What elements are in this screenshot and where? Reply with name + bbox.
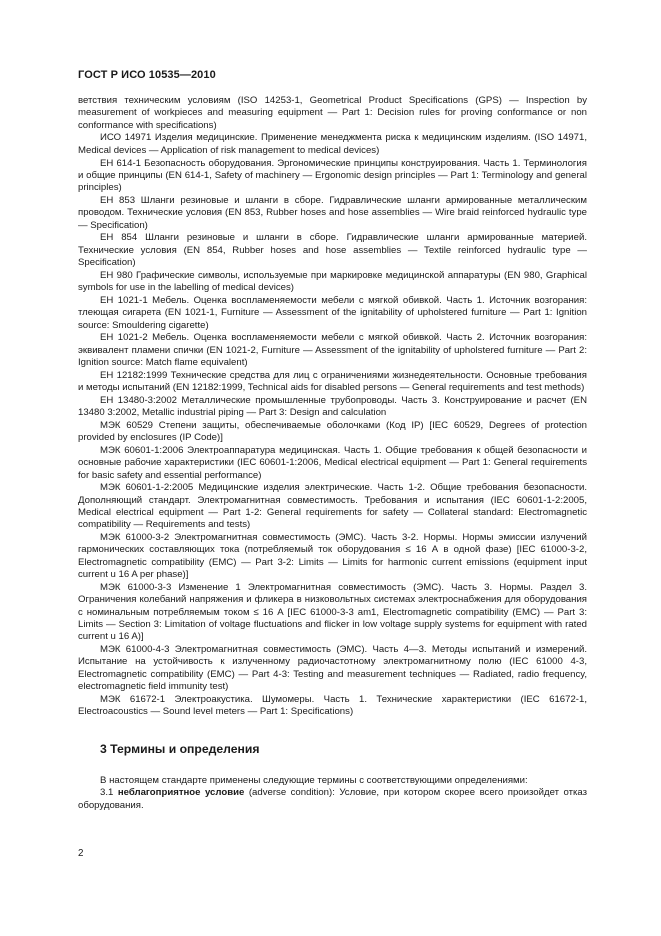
reference-paragraph: МЭК 61000-3-3 Изменение 1 Электромагнитная совместимость (ЭМС). Часть 3. Нормы. Раздел 3. Ограничения колебаний напряжения и фликера в низковольтных системах электроснабжения для оборудования с номинальным потребляемым током ≤ 16 А [IEC 61000-3-3 am1, Electromagnetic compatibility (EMC) — Part 3: Limits — Section 3: Limitation of voltage fluctuations and flicker in low voltage supply systems for equipment with rated current u 16 A)] bbox=[78, 581, 587, 643]
reference-paragraph: ЕН 854 Шланги резиновые и шланги в сборе. Гидравлические шланги армированные материей. Технические условия (EN 854, Rubber hoses and hose assemblies — Textile reinforced hydraulic type — Specification) bbox=[78, 232, 587, 269]
reference-paragraph: ЕН 12182:1999 Технические средства для лиц с ограничениями жизнедеятельности. Основные требования и методы испытаний (EN 12182:1999, Technical aids for disabled persons — General requirements and test methods) bbox=[78, 369, 587, 394]
definitions-intro: В настоящем стандарте применены следующие термины с соответствующими определениями: bbox=[100, 775, 528, 786]
document-header: ГОСТ Р ИСО 10535—2010 bbox=[78, 69, 216, 81]
normative-references bbox=[78, 95, 587, 719]
reference-paragraph: ЕН 1021-2 Мебель. Оценка воспламеняемости мебели с мягкой обивкой. Часть 2. Источник возгорания: эквивалент пламени спички (EN 1021-2, Furniture — Assessment of the ignitability of upholstered furniture — Part 2: Ignition source: Match flame equivalent) bbox=[78, 332, 587, 368]
reference-paragraph: МЭК 60601-1:2006 Электроаппаратура медицинская. Часть 1. Общие требования к общей безопасности и основные рабочие характеристики (IEC 60601-1:2006, Medical electrical equipment — Part 1: General requirements for basic safety and essential performance) bbox=[78, 444, 587, 481]
reference-paragraph: ЕН 614-1 Безопасность оборудования. Эргономические принципы конструирования. Часть 1. Терминология и общие принципы (EN 614-1, Safety of machinery — Ergonomic design principles — Part 1: Terminology and general principles) bbox=[78, 157, 587, 194]
definition-number: 3.1 bbox=[100, 787, 114, 799]
reference-paragraph: ЕН 13480-3:2002 Металлические промышленные трубопроводы. Часть 3. Конструирование и расчет (EN 13480 3:2002, Metallic industrial piping — Part 3: Design and calculation bbox=[78, 394, 587, 419]
page-number: 2 bbox=[78, 848, 84, 859]
reference-paragraph: ЕН 980 Графические символы, используемые при маркировке медицинской аппаратуры (EN 980, Graphical symbols for use in the labelling of medical devices) bbox=[78, 269, 587, 294]
reference-paragraph: МЭК 60601-1-2:2005 Медицинские изделия электрические. Часть 1-2. Общие требования безопасности. Дополняющий стандарт. Электромагнитная совместимость. Требования и испытания (IEC 60601-1-2:2005, Medical electrical equipment — Part 1-2: General requirements for safety — Collateral standard: Electromagnetic compatibility — Requirements and tests) bbox=[78, 482, 587, 531]
definition-term: неблагоприятное условие bbox=[117, 787, 245, 799]
reference-paragraph: ЕН 853 Шланги резиновые и шланги в сборе. Гидравлические шланги армированные металлическим проводом. Технические условия (EN 853, Rubber hoses and hose assemblies — Wire braid reinforced hydraulic type — Specification) bbox=[78, 194, 587, 231]
reference-paragraph: МЭК 61000-3-2 Электромагнитная совместимость (ЭМС). Часть 3-2. Нормы. Нормы эмиссии излучений гармонических составляющих тока (потребляемый ток оборудования ≤ 16 А в одной фазе) [IEC 61000-3-2, Electromagnetic compatibility (EMC) — Part 3-2: Limits — Limits for harmonic current emissions (equipment input current u 16 A per phase)] bbox=[78, 532, 587, 581]
definition-item bbox=[78, 787, 587, 812]
reference-paragraph: ЕН 1021-1 Мебель. Оценка воспламеняемости мебели с мягкой обивкой. Часть 1. Источник возгорания: тлеющая сигарета (EN 1021-1, Furniture — Assessment of the ignitability of upholstered furniture — Part 1: Ignition source: Smouldering cigarette) bbox=[78, 294, 587, 331]
reference-paragraph: МЭК 61000-4-3 Электромагнитная совместимость (ЭМС). Часть 4—3. Методы испытаний и измерений. Испытание на устойчивость к излученному радиочастотному электромагнитному полю (IEC 61000 4-3, Electromagnetic compatibility (EMC) — Part 4-3: Testing and measurement techniques — Radiated, radio frequency, electromagnetic field immunity test) bbox=[78, 643, 587, 693]
reference-paragraph: ИСО 14971 Изделия медицинские. Применение менеджмента риска к медицинским изделиям. (ISO 14971, Medical devices — Application of risk management to medical devices) bbox=[78, 132, 587, 156]
reference-paragraph: ветствия техническим условиям (ISO 14253-1, Geometrical Product Specifications (GPS) — Inspection by measurement of workpieces and measuring equipment — Part 1: Decision rules for proving conformance or non conformance with specifications) bbox=[78, 95, 587, 131]
definition-text: (adverse condition): Условие, при котором скорее всего произойдет отказ оборудования. bbox=[78, 787, 587, 811]
definitions bbox=[78, 775, 587, 812]
reference-paragraph: МЭК 60529 Степени защиты, обеспечиваемые оболочками (Код IP) [IEC 60529, Degrees of protection provided by enclosures (IP Code)] bbox=[78, 419, 587, 444]
reference-paragraph: МЭК 61672-1 Электроакустика. Шумомеры. Часть 1. Технические характеристики (IEC 61672-1, Electroacoustics — Sound level meters — Part 1: Specifications) bbox=[78, 693, 587, 718]
section-title: 3 Термины и определения bbox=[100, 742, 260, 756]
